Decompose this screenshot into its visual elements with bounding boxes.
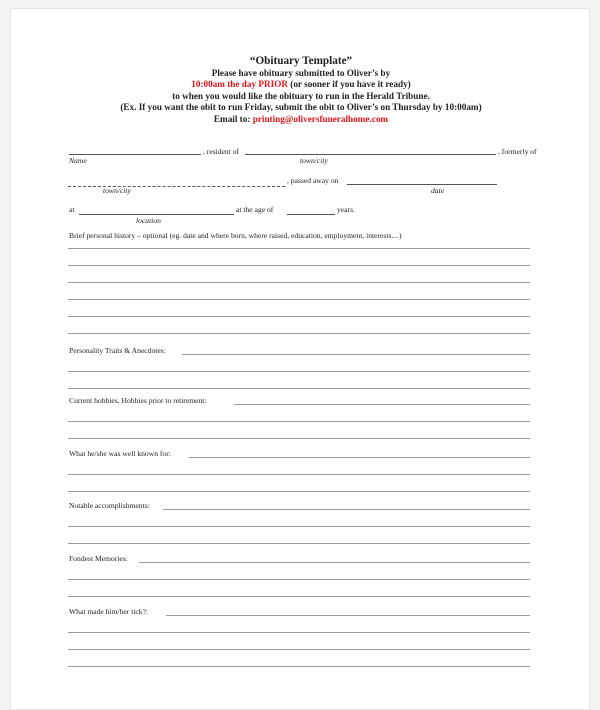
known-for-line[interactable] [68, 474, 530, 475]
formerly-of-label: , formerly of [498, 147, 537, 156]
hobbies-label: Current hobbies, Hobbies prior to retirement: [69, 396, 207, 405]
email-address[interactable]: printing@oliversfuneralhome.com [252, 113, 389, 124]
header [11, 55, 591, 125]
page-title: “Obituary Template” [249, 55, 353, 67]
location-field[interactable] [79, 214, 234, 215]
history-line[interactable] [68, 265, 530, 266]
accomplishments-field[interactable] [163, 509, 530, 510]
date-field[interactable] [347, 184, 497, 185]
email-line [11, 114, 591, 125]
submission-instruction: Please have obituary submitted to Oliver’s by [211, 68, 391, 78]
traits-label: Personality Traits & Anecdotes: [69, 346, 166, 355]
history-label: Brief personal history – optional (eg. date and where born, where raised, education, employment, interests…) [69, 231, 402, 240]
run-instruction: to when you would like the obituary to run in the Herald Tribune. [172, 90, 430, 101]
age-label: at the age of [236, 205, 274, 214]
accomplishments-line[interactable] [68, 526, 530, 527]
history-line[interactable] [68, 248, 530, 249]
memories-label: Fondest Memories: [69, 554, 128, 563]
tick-field[interactable] [166, 615, 530, 616]
history-line[interactable] [68, 316, 530, 317]
name-caption: Name [69, 156, 87, 165]
resident-town-field[interactable] [245, 154, 496, 155]
location-caption: location [136, 216, 161, 225]
tick-line[interactable] [68, 649, 530, 650]
accomplishments-line[interactable] [68, 543, 530, 544]
town-city-caption-2: town/city [103, 186, 131, 195]
resident-of-label: , resident of [203, 147, 240, 156]
town-city-caption: town/city [300, 156, 328, 165]
date-caption: date [431, 186, 445, 195]
document-page [10, 8, 590, 710]
traits-line[interactable] [68, 371, 530, 372]
deadline-line [11, 79, 591, 90]
passed-away-label: , passed away on [287, 176, 339, 185]
known-for-label: What he/she was well known for: [69, 449, 171, 458]
hobbies-line[interactable] [68, 421, 530, 422]
hobbies-field[interactable] [234, 404, 530, 405]
tick-label: What made him/her tick?: [69, 607, 149, 616]
tick-line[interactable] [68, 666, 530, 667]
name-field[interactable] [69, 154, 201, 155]
history-line[interactable] [68, 333, 530, 334]
accomplishments-label: Notable accomplishments: [69, 501, 150, 510]
at-label: at [69, 205, 75, 214]
example-note: (Ex. If you want the obit to run Friday, submit the obit to Oliver’s on Thursday by 10:00am) [120, 102, 482, 113]
age-field[interactable] [287, 214, 335, 215]
deadline-note: (or sooner if you have it ready) [287, 79, 411, 90]
memories-line[interactable] [68, 579, 530, 580]
email-label: Email to: [213, 113, 253, 124]
history-line[interactable] [68, 282, 530, 283]
years-label: years. [337, 205, 355, 214]
traits-line[interactable] [68, 388, 530, 389]
memories-field[interactable] [139, 562, 530, 563]
memories-line[interactable] [68, 596, 530, 597]
known-for-field[interactable] [189, 457, 530, 458]
known-for-line[interactable] [68, 491, 530, 492]
deadline-highlight: 10:00am the day PRIOR [191, 79, 288, 90]
traits-field[interactable] [182, 354, 530, 355]
history-line[interactable] [68, 299, 530, 300]
tick-line[interactable] [68, 632, 530, 633]
former-town-field[interactable] [68, 186, 285, 187]
hobbies-line[interactable] [68, 438, 530, 439]
